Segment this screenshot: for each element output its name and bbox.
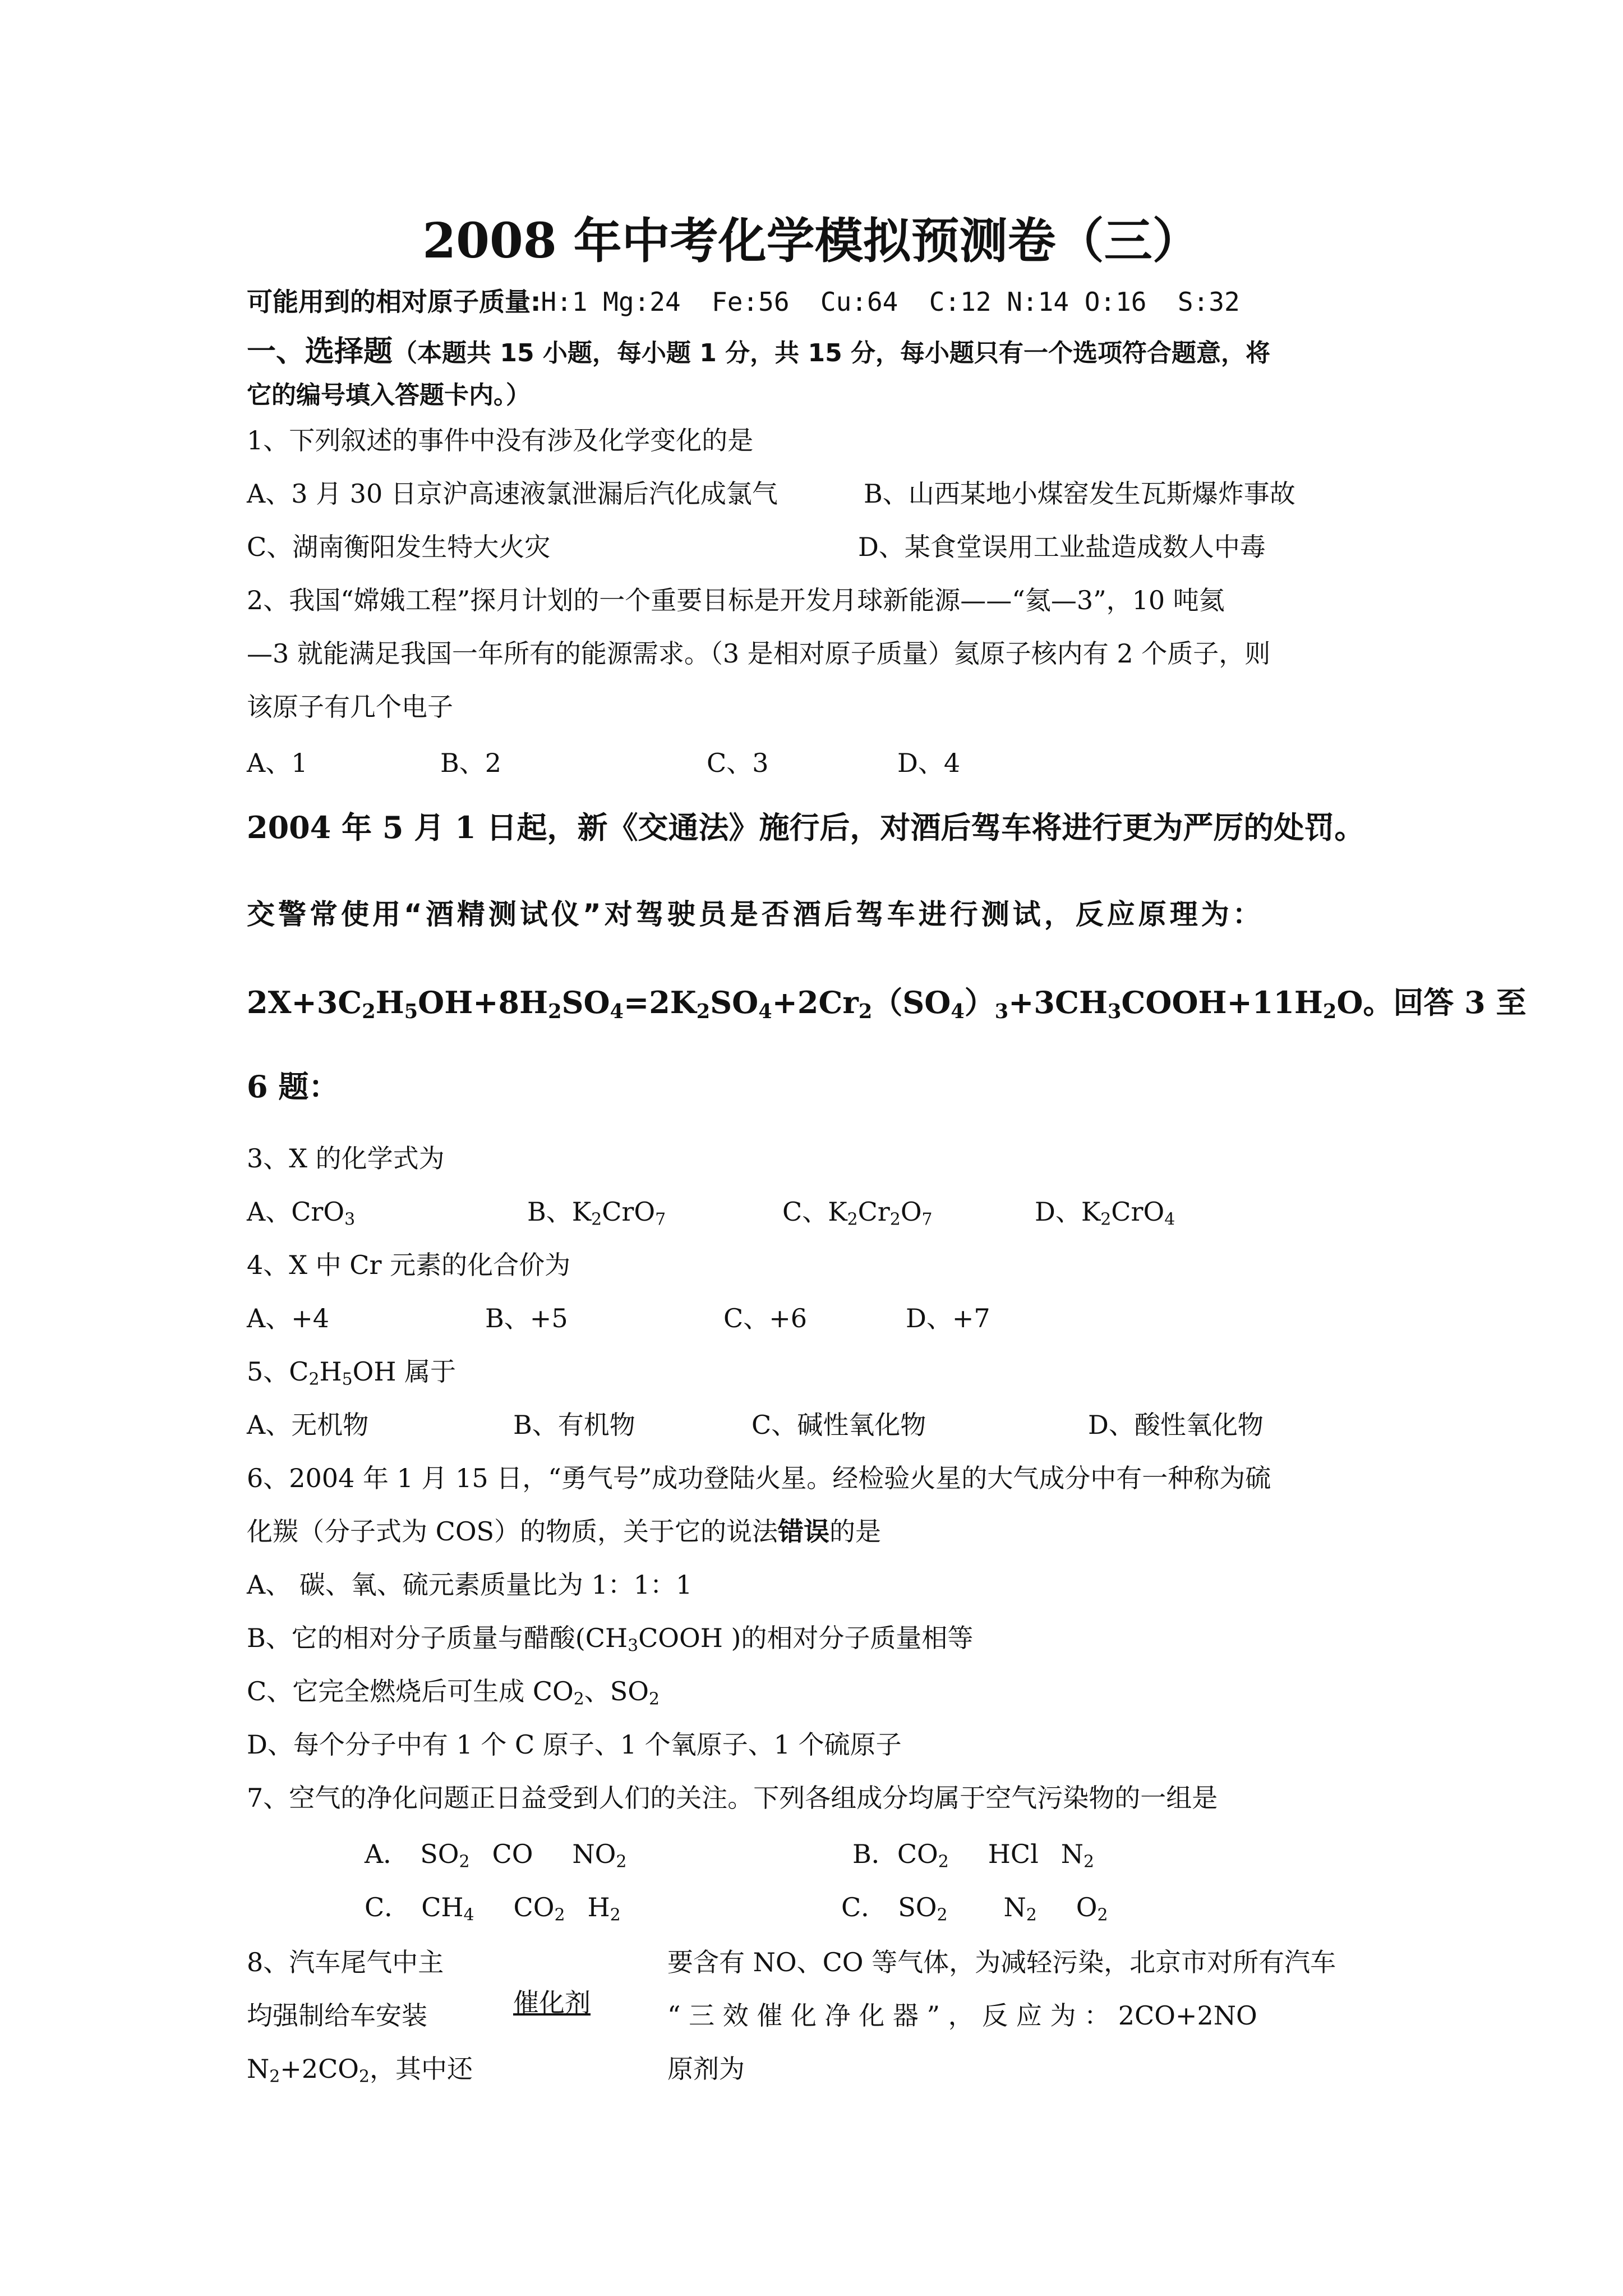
eq-text: =2K <box>623 984 697 1020</box>
formula-text: CO <box>897 1839 938 1869</box>
atomic-mass-line <box>247 285 1240 319</box>
formula-text: N <box>1061 1839 1084 1869</box>
formula-text: COOH )的相对分子质量相等 <box>638 1623 974 1653</box>
formula-subscript: 2 <box>359 2067 370 2087</box>
formula-text: CO <box>513 1892 555 1922</box>
q7-stem: 7、空气的净化问题正日益受到人们的关注。下列各组成分均属于空气污染物的一组是 <box>247 1783 1218 1813</box>
option-label: C． <box>365 1892 411 1922</box>
eq-subscript: 2 <box>362 1000 376 1023</box>
formula-subscript: 2 <box>1083 1852 1095 1872</box>
q7-option-a <box>365 1837 626 1871</box>
formula-text: B、它的相对分子质量与醋酸(CH <box>247 1623 628 1653</box>
q3-option-a <box>247 1195 355 1228</box>
eq-subscript: 3 <box>1108 1000 1122 1023</box>
q7-option-c <box>365 1890 621 1924</box>
q4-stem: 4、X 中 Cr 元素的化合价为 <box>247 1250 571 1280</box>
formula-subscript: 2 <box>1100 1209 1112 1230</box>
q8-right-1: 要含有 NO、CO 等气体，为减轻污染，北京市对所有汽车 <box>667 1947 1336 1977</box>
q8-left-1: 8、汽车尾气中主 <box>247 1947 444 1977</box>
q6-option-d: D、每个分子中有 1 个 C 原子、1 个氧原子、1 个硫原子 <box>247 1729 902 1760</box>
eq-subscript: 2 <box>858 1000 873 1023</box>
formula-subscript: 2 <box>649 1689 660 1709</box>
q1-stem: 1、下列叙述的事件中没有涉及化学变化的是 <box>247 425 754 455</box>
formula-text: OH 属于 <box>352 1356 457 1387</box>
eq-subscript: 2 <box>696 1000 711 1023</box>
formula-subscript: 2 <box>938 1852 949 1872</box>
formula-text: C、它完全燃烧后可生成 CO <box>247 1676 574 1706</box>
q7-option-d <box>841 1890 1108 1924</box>
option-label: C． <box>841 1892 887 1922</box>
formula-subscript: 5 <box>342 1369 353 1389</box>
q2-line-1: 2、我国“嫦娥工程”探月计划的一个重要目标是开发月球新能源——“氦—3”，10 吨氦 <box>247 585 1225 615</box>
formula-text: CrO <box>1111 1197 1165 1227</box>
q5-option-b: B、有机物 <box>513 1410 635 1440</box>
formula-text: N <box>247 2054 270 2084</box>
formula-text: CrO <box>602 1197 656 1227</box>
section-heading: 一、选择题 <box>247 335 393 369</box>
formula-subscript: 2 <box>269 2067 280 2087</box>
formula-subscript: 2 <box>573 1689 584 1709</box>
formula-subscript: 2 <box>591 1209 602 1230</box>
q6-text: 的是 <box>829 1516 882 1547</box>
formula-text: HCl <box>988 1839 1039 1869</box>
formula-text: H <box>319 1356 342 1387</box>
q6-line-1: 6、2004 年 1 月 15 日，“勇气号”成功登陆火星。经检验火星的大气成分中有一种称为硫 <box>247 1463 1271 1493</box>
q1-option-b: B、山西某地小煤窑发生瓦斯爆炸事故 <box>864 478 1295 509</box>
eq-text: COOH+11H <box>1121 984 1323 1020</box>
formula-text: 、SO <box>584 1676 649 1706</box>
eq-subscript: 5 <box>404 1000 418 1023</box>
eq-text: SO <box>710 984 759 1020</box>
eq-text: OH+8H <box>418 984 548 1020</box>
q1-option-c: C、湖南衡阳发生特大火灾 <box>247 532 551 562</box>
formula-text: N <box>1003 1892 1026 1922</box>
formula-subscript: 2 <box>847 1209 858 1230</box>
formula-text: Cr <box>857 1197 890 1227</box>
formula-text: O <box>900 1197 922 1227</box>
formula-subscript: 2 <box>937 1905 948 1925</box>
formula-subscript: 2 <box>889 1209 901 1230</box>
eq-subscript: 3 <box>994 1000 1009 1023</box>
q8-left-2: 均强制给车安装 <box>247 2000 427 2031</box>
formula-text: C、K <box>782 1197 847 1227</box>
q6-option-a: A、 碳、氧、硫元素质量比为 1：1：1 <box>247 1570 693 1600</box>
formula-subscript: 4 <box>1164 1209 1175 1230</box>
q5-option-c: C、碱性氧化物 <box>751 1410 926 1440</box>
eq-subscript: 2 <box>548 1000 562 1023</box>
passage-line-4: 6 题： <box>247 1069 339 1105</box>
q2-option-b: B、2 <box>440 748 502 778</box>
formula-subscript: 2 <box>616 1852 627 1872</box>
eq-subscript: 4 <box>610 1000 624 1023</box>
formula-subscript: 3 <box>628 1636 639 1656</box>
q2-line-3: 该原子有几个电子 <box>247 692 453 722</box>
eq-subscript: 2 <box>1322 1000 1337 1023</box>
formula-subscript: 2 <box>1097 1905 1108 1925</box>
formula-subscript: 7 <box>655 1209 666 1230</box>
q7-option-b <box>852 1837 1094 1871</box>
page-title: 2008 年中考化学模拟预测卷（三） <box>422 213 1201 269</box>
q8-right-2: “ 三 效 催 化 净 化 器 ” ， 反 应 为 ： 2CO+2NO <box>667 2000 1257 2031</box>
eq-text: +2Cr <box>772 984 859 1020</box>
formula-subscript: 3 <box>344 1209 356 1230</box>
q3-option-d <box>1035 1195 1175 1228</box>
eq-text: SO <box>561 984 610 1020</box>
q4-option-a: A、+4 <box>247 1303 330 1333</box>
formula-text: +2CO <box>280 2054 359 2084</box>
q8-left-3 <box>247 2052 473 2086</box>
q4-option-d: D、+7 <box>906 1303 990 1333</box>
formula-text: NO <box>572 1839 616 1869</box>
q6-line-2 <box>247 1515 881 1548</box>
eq-text: ） <box>964 984 995 1020</box>
q2-option-c: C、3 <box>707 748 769 778</box>
q3-stem: 3、X 的化学式为 <box>247 1143 445 1174</box>
q6-text: 化羰（分子式为 COS）的物质，关于它的说法 <box>247 1516 778 1547</box>
q3-option-b <box>527 1195 666 1228</box>
q4-option-c: C、+6 <box>723 1303 808 1333</box>
section-note-1: （本题共 15 小题，每小题 1 分，共 15 分，每小题只有一个选项符合题意，将 <box>393 339 1270 367</box>
formula-subscript: 2 <box>459 1852 470 1872</box>
formula-subscript: 2 <box>554 1905 565 1925</box>
formula-text: D、K <box>1035 1197 1101 1227</box>
q3-option-c <box>782 1195 933 1228</box>
q6-option-b <box>247 1621 973 1655</box>
q2-line-2: —3 就能满足我国一年所有的能源需求。（3 是相对原子质量）氦原子核内有 2 个质子，则 <box>247 638 1271 669</box>
q6-emphasis: 错误 <box>778 1516 830 1547</box>
passage-line-1: 2004 年 5 月 1 日起，新《交通法》施行后，对酒后驾车将进行更为严厉的处罚。 <box>247 809 1365 845</box>
formula-text: ，其中还 <box>370 2054 473 2084</box>
q8-right-3: 原剂为 <box>667 2054 745 2084</box>
formula-text: 5、C <box>247 1356 309 1387</box>
formula-text: CH <box>421 1892 464 1922</box>
q5-option-d: D、酸性氧化物 <box>1088 1410 1264 1440</box>
eq-text: 2X+3C <box>247 984 362 1020</box>
eq-text: +3CH <box>1008 984 1108 1020</box>
eq-text: （SO <box>872 984 951 1020</box>
eq-subscript: 4 <box>951 1000 965 1023</box>
option-label: A． <box>365 1839 409 1869</box>
formula-text: CO <box>492 1839 533 1869</box>
formula-text: B、K <box>527 1197 592 1227</box>
formula-subscript: 2 <box>1026 1905 1037 1925</box>
atomic-mass-label: 可能用到的相对原子质量: <box>247 287 541 317</box>
eq-text: O。回答 3 至 <box>1336 984 1527 1020</box>
formula-text: SO <box>898 1892 937 1922</box>
section-heading-line <box>247 335 1270 370</box>
formula-text: H <box>587 1892 610 1922</box>
formula-subscript: 2 <box>308 1369 320 1389</box>
formula-subscript: 4 <box>463 1905 474 1925</box>
formula-text: A、CrO <box>247 1197 345 1227</box>
section-note-2: 它的编号填入答题卡内。） <box>247 381 531 409</box>
atomic-mass-values: H:1 Mg:24 Fe:56 Cu:64 C:12 N:14 O:16 S:32 <box>541 287 1240 317</box>
eq-text: H <box>375 984 404 1020</box>
passage-line-2: 交警常使用“酒精测试仪”对驾驶员是否酒后驾车进行测试，反应原理为： <box>247 898 1264 931</box>
formula-text: O <box>1076 1892 1098 1922</box>
q1-option-a: A、3 月 30 日京沪高速液氯泄漏后汽化成氯气 <box>247 478 778 509</box>
q2-option-a: A、1 <box>247 748 308 778</box>
q6-option-c <box>247 1674 660 1708</box>
catalyst-label: 催化剂 <box>513 1987 591 2018</box>
q1-option-d: D、某食堂误用工业盐造成数人中毒 <box>858 532 1266 562</box>
formula-subscript: 7 <box>921 1209 933 1230</box>
formula-text: SO <box>420 1839 459 1869</box>
eq-subscript: 4 <box>758 1000 772 1023</box>
reaction-equation <box>247 983 1527 1022</box>
formula-subscript: 2 <box>610 1905 621 1925</box>
q5-option-a: A、无机物 <box>247 1410 369 1440</box>
q5-stem <box>247 1355 456 1388</box>
option-label: B． <box>852 1839 897 1869</box>
q4-option-b: B、+5 <box>485 1303 568 1333</box>
q2-option-d: D、4 <box>897 748 961 778</box>
